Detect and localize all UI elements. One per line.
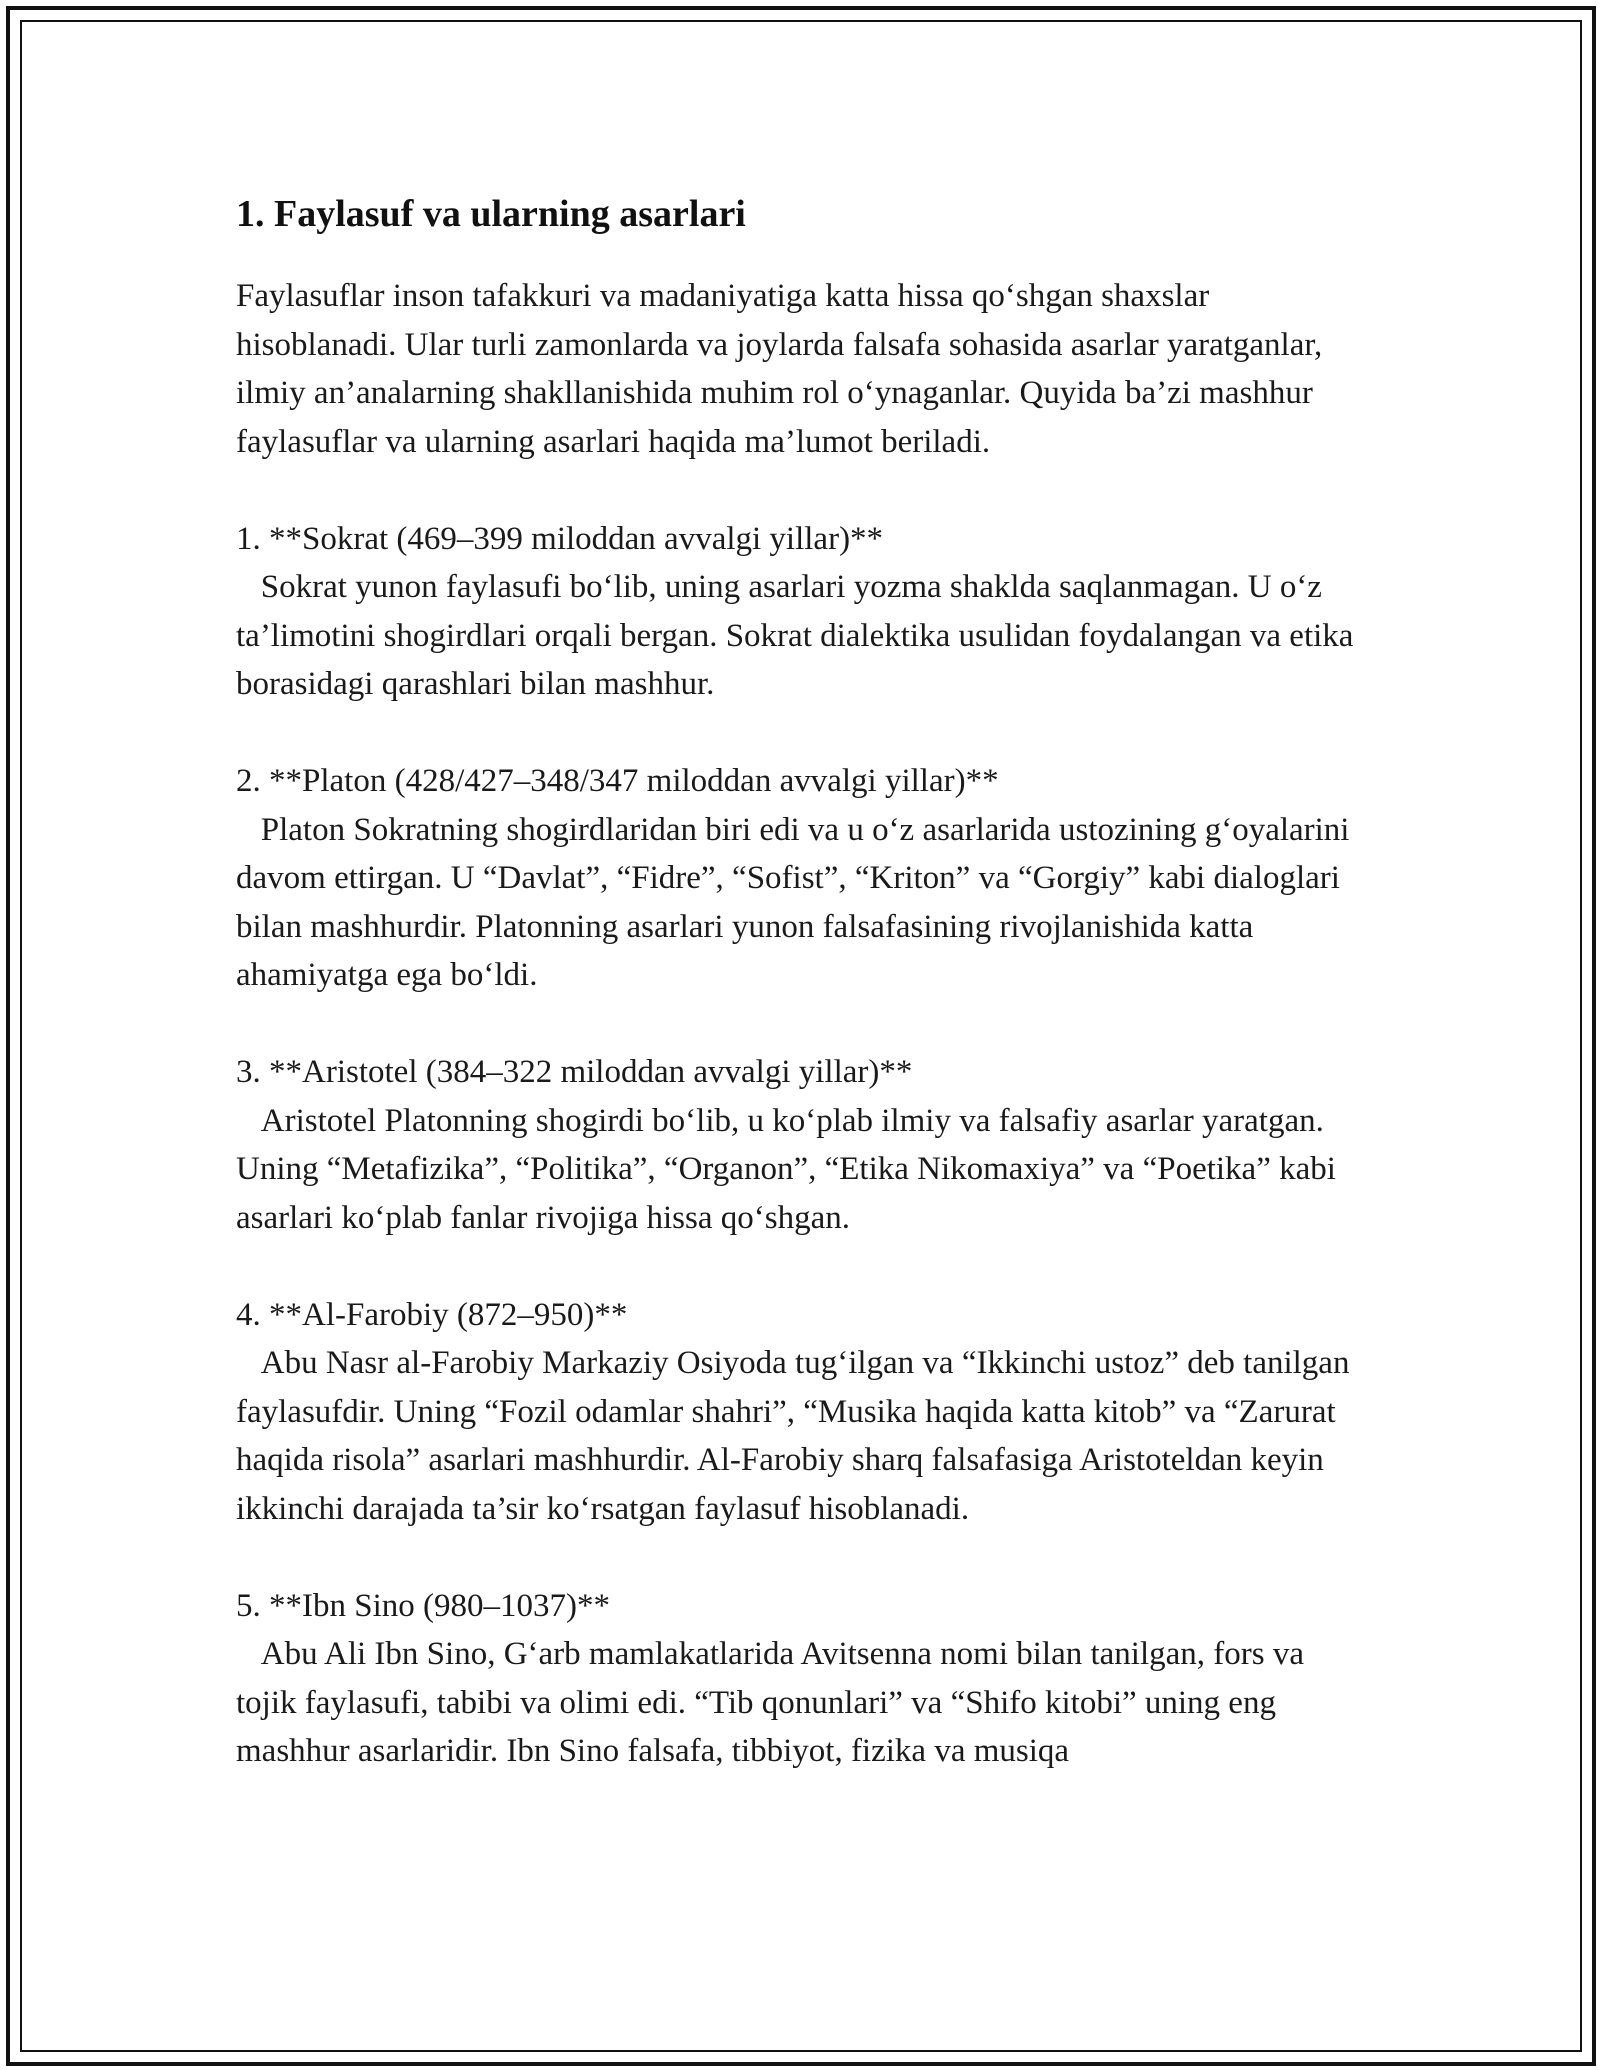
entry-sokrat	[236, 515, 1366, 709]
entry-text: Platon Sokratning shogirdlaridan biri edi va u o‘z asarlarida ustozining g‘oyalarini davom ettirgan. U “Davlat”, “Fidre”, “Sofist”, “Kriton” va “Gorgiy” kabi dialoglari bilan mashhurdir. Platonning asarlari yunon falsafasining rivojlanishida katta ahamiyatga ega bo‘ldi.	[236, 811, 1350, 993]
section-title: 1. Faylasuf va ularning asarlari	[236, 193, 746, 235]
entry-heading: 3. **Aristotel (384–322 miloddan avvalgi yillar)**	[236, 1054, 913, 1090]
entry-body	[236, 1339, 1366, 1533]
entry-heading: 5. **Ibn Sino (980–1037)**	[236, 1587, 610, 1624]
entry-text: Sokrat yunon faylasufi bo‘lib, uning asarlari yozma shaklda saqlanmagan. U o‘z ta’limotini shogirdlari orqali bergan. Sokrat dialektika usulidan foydalangan va etika borasidagi qarashlari bilan mashhur.	[236, 569, 1354, 702]
entry-heading: 1. **Sokrat (469–399 miloddan avvalgi yillar)**	[236, 520, 884, 557]
document-content	[236, 186, 1366, 1824]
entry-text: Aristotel Platonning shogirdi bo‘lib, u ko‘plab ilmiy va falsafiy asarlar yaratgan. Uning “Metafizika”, “Politika”, “Organon”, “Etika Nikomaxiya” va “Poetika” kabi asarlari ko‘plab fanlar rivojiga hissa qo‘shgan.	[236, 1102, 1336, 1236]
intro-paragraph: Faylasuflar inson tafakkuri va madaniyatiga katta hissa qo‘shgan shaxslar hisoblanadi. Ular turli zamonlarda va joylarda falsafa sohasida asarlar yaratganlar, ilmiy an’analarning shakllanishida muhim rol o‘ynaganlar. Quyida ba’zi mashhur faylasuflar va ularning asarlari haqida ma’lumot beriladi.	[236, 278, 1323, 460]
entry-ibn-sino	[236, 1582, 1366, 1776]
entry-heading: 4. **Al-Farobiy (872–950)**	[236, 1296, 628, 1333]
entry-heading: 2. **Platon (428/427–348/347 miloddan avvalgi yillar)**	[236, 763, 999, 799]
entry-al-farobiy	[236, 1291, 1366, 1534]
entry-body	[236, 1630, 1366, 1776]
entry-body	[236, 806, 1366, 1000]
entry-text: Abu Nasr al-Farobiy Markaziy Osiyoda tug‘ilgan va “Ikkinchi ustoz” deb tanilgan faylasufdir. Uning “Fozil odamlar shahri”, “Musika haqida katta kitob” va “Zarurat haqida risola” asarlari mashhurdir. Al-Farobiy sharq falsafasiga Aristoteldan keyin ikkinchi darajada ta’sir ko‘rsatgan faylasuf hisoblanadi.	[236, 1345, 1350, 1527]
entry-text: Abu Ali Ibn Sino, G‘arb mamlakatlarida Avitsenna nomi bilan tanilgan, fors va tojik faylasufi, tabibi va olimi edi. “Tib qonunlari” va “Shifo kitobi” uning eng mashhur asarlaridir. Ibn Sino falsafa, tibbiyot, fizika va musiqa	[236, 1636, 1305, 1769]
entry-body	[236, 1097, 1366, 1243]
entry-body	[236, 563, 1366, 709]
entry-platon	[236, 757, 1366, 1000]
entry-aristotel	[236, 1048, 1366, 1242]
